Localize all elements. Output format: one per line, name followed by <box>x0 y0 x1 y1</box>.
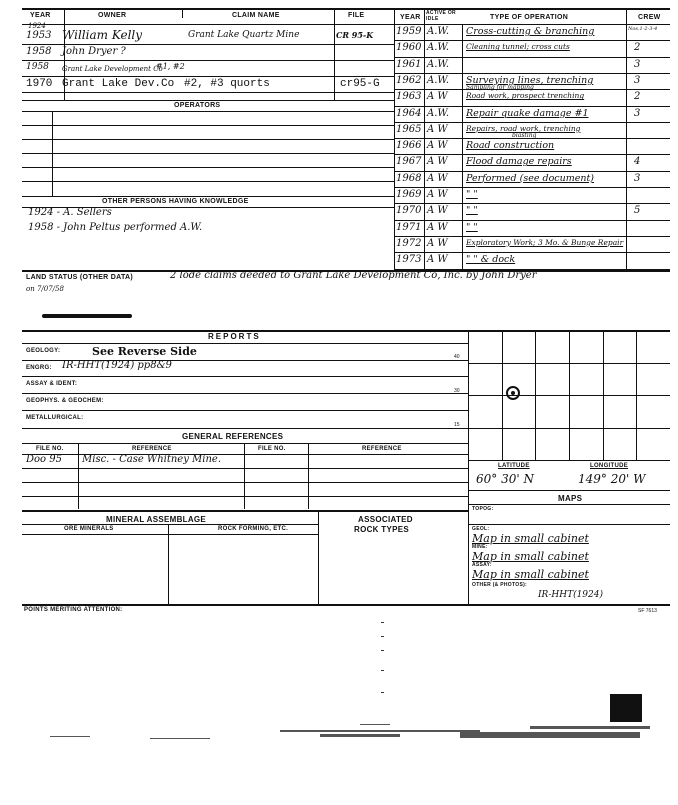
operators-title: OPERATORS <box>174 102 221 109</box>
rock-types-label: ROCK TYPES <box>354 525 410 534</box>
op-year: 1962 <box>396 74 422 86</box>
header-claim-name: CLAIM NAME <box>232 12 280 19</box>
op-crew: Nos.1-2-3-4 <box>628 26 658 32</box>
longitude-value: 149° 20' W <box>578 472 646 486</box>
other-person-2: 1958 - John Peltus performed A.W. <box>28 222 203 233</box>
reference-label-2: REFERENCE <box>362 446 402 452</box>
form-number: SF 7613 <box>638 608 657 614</box>
op-year: 1971 <box>396 221 422 233</box>
reports-form <box>22 316 670 614</box>
owner-year: 1970 <box>26 78 53 90</box>
op-status: A W <box>427 140 448 152</box>
gen-ref-reference: Misc. - Case Whitney Mine. <box>82 454 222 465</box>
op-type: Cleaning tunnel; cross cuts <box>466 42 570 52</box>
geophys-label: GEOPHYS. & GEOCHEM: <box>26 398 104 404</box>
header-owner: OWNER <box>98 12 127 19</box>
op-type: Repair quake damage #1 <box>466 107 589 119</box>
op-crew: 3 <box>634 172 641 184</box>
op-status: A W <box>427 221 448 233</box>
scan-noise <box>30 722 670 752</box>
header-file: FILE <box>348 12 365 19</box>
op-crew: 2 <box>634 91 641 103</box>
scan-dash <box>380 622 386 712</box>
op-status: A W <box>427 205 448 217</box>
op-year: 1959 <box>396 26 422 37</box>
scan-block <box>610 694 642 722</box>
mine-map-value: Map in small cabinet <box>472 550 589 563</box>
topog-label: TOPOG: <box>472 506 494 512</box>
gen-ref-file: Doo 95 <box>26 454 62 465</box>
owner-claim: Grant Lake Quartz Mine <box>188 30 300 40</box>
op-status: A W <box>427 156 448 168</box>
op-status: A W <box>427 172 448 184</box>
header-year: YEAR <box>30 12 51 19</box>
assay-map-label: ASSAY: <box>472 562 492 568</box>
assay-map-value: Map in small cabinet <box>472 568 589 581</box>
ops-note-sampling: Sampling for mapping <box>466 84 534 91</box>
op-type: " " & dock <box>466 254 516 266</box>
land-status-label: LAND STATUS (OTHER DATA) <box>26 274 134 281</box>
maps-title: MAPS <box>558 494 583 503</box>
mine-label: MINE: <box>472 544 488 550</box>
ore-minerals-label: ORE MINERALS <box>64 526 114 532</box>
op-year: 1965 <box>396 123 422 135</box>
owners-top-year: 1924 <box>28 22 46 30</box>
owner-claim: #2, #3 quorts <box>184 78 270 90</box>
op-status: A W <box>427 254 448 266</box>
longitude-label: LONGITUDE <box>590 463 629 469</box>
op-year: 1961 <box>396 58 422 70</box>
owner-year: 1958 <box>26 62 49 72</box>
header-type-operation: TYPE OF OPERATION <box>490 14 569 21</box>
metallurgical-label: METALLURGICAL: <box>26 415 84 421</box>
owner-claim: #1, #2 <box>156 62 185 71</box>
op-type: " " <box>466 189 478 200</box>
op-crew: 4 <box>634 156 641 168</box>
land-status-text-2: on 7/07/58 <box>26 285 64 293</box>
side-num-30: 30 <box>454 388 460 394</box>
file-no-label: FILE NO. <box>36 446 64 452</box>
other-photo-label: OTHER (& PHOTOS): <box>472 582 528 588</box>
op-year: 1968 <box>396 172 422 184</box>
assay-label: ASSAY & IDENT: <box>26 381 78 387</box>
op-year: 1963 <box>396 91 422 103</box>
target-marker <box>506 386 520 400</box>
op-type: Exploratory Work; 3 Mo. & Bunge Repair <box>466 237 624 247</box>
owner-file: cr95-G <box>340 78 380 90</box>
file-no-label-2: FILE NO. <box>258 446 286 452</box>
other-person-1: 1924 - A. Sellers <box>28 207 112 218</box>
owner-file: CR 95-K <box>336 30 374 40</box>
location-grid <box>468 330 670 460</box>
op-status: A.W. <box>427 107 450 119</box>
engrg-value: IR-HHT(1924) pp8&9 <box>62 360 172 371</box>
op-year: 1972 <box>396 237 422 249</box>
op-status: A W <box>427 123 448 135</box>
mineral-assemblage-title: MINERAL ASSEMBLAGE <box>106 515 207 524</box>
op-type: " " <box>466 221 478 233</box>
op-status: A.W. <box>427 26 450 37</box>
op-type: Flood damage repairs <box>466 156 572 168</box>
owner-name: William Kelly <box>62 28 143 42</box>
ops-note-blasting: blasting <box>512 132 537 139</box>
op-type: Road construction <box>466 140 555 152</box>
associated-label: ASSOCIATED <box>358 515 413 524</box>
owner-year: 1953 <box>26 30 52 41</box>
op-type: Performed (see document) <box>466 172 594 184</box>
geology-label: GEOLOGY: <box>26 348 61 354</box>
op-crew: 2 <box>634 42 641 54</box>
op-year: 1969 <box>396 189 422 200</box>
op-year: 1973 <box>396 254 422 266</box>
op-status: A W <box>427 189 448 200</box>
header-year-2: YEAR <box>400 14 421 21</box>
geology-value: See Reverse Side <box>92 345 197 358</box>
op-crew: 3 <box>634 74 641 86</box>
side-num-40: 40 <box>454 354 460 360</box>
op-crew: 3 <box>634 107 641 119</box>
op-status: A.W. <box>427 74 450 86</box>
engrg-label: ENGRG: <box>26 365 52 371</box>
geol-label: GEOL: <box>472 526 490 532</box>
reference-label: REFERENCE <box>132 446 172 452</box>
latitude-value: 60° 30' N <box>476 472 534 486</box>
op-crew: 3 <box>634 58 641 70</box>
op-type: Road work, prospect trenching <box>466 91 585 101</box>
op-status: A W <box>427 237 448 249</box>
op-type: " " <box>466 205 478 217</box>
op-year: 1960 <box>396 42 422 54</box>
general-refs-title: GENERAL REFERENCES <box>182 432 284 441</box>
side-num-15: 15 <box>454 422 460 428</box>
geol-map-value: Map in small cabinet <box>472 532 589 545</box>
header-active-idle: ACTIVE OR IDLE <box>426 10 456 22</box>
op-year: 1966 <box>396 140 422 152</box>
owner-name: John Dryer ? <box>62 46 126 57</box>
owner-name: Grant Lake Development Co <box>62 65 163 73</box>
op-type: Repairs, road work, trenching <box>466 123 581 133</box>
top-form <box>22 8 670 293</box>
owner-name: Grant Lake Dev.Co <box>62 78 175 90</box>
header-crew: CREW <box>638 14 661 21</box>
op-status: A.W. <box>427 58 450 70</box>
points-attention-label: POINTS MERITING ATTENTION: <box>24 607 123 613</box>
op-year: 1964 <box>396 107 422 119</box>
op-status: A.W. <box>427 42 450 54</box>
land-status-text: 2 lode claims deeded to Grant Lake Development Co, Inc. by John Dryer <box>170 270 537 281</box>
op-year: 1967 <box>396 156 422 168</box>
reports-title: REPORTS <box>208 332 261 341</box>
op-crew: 5 <box>634 205 641 217</box>
rock-forming-label: ROCK FORMING, ETC. <box>218 526 289 532</box>
op-status: A W <box>427 91 448 103</box>
op-year: 1970 <box>396 205 422 217</box>
latitude-label: LATITUDE <box>498 463 530 469</box>
other-map-value: IR-HHT(1924) <box>538 590 603 600</box>
other-persons-title: OTHER PERSONS HAVING KNOWLEDGE <box>102 198 249 205</box>
owner-year: 1958 <box>26 46 52 57</box>
op-type: Cross-cutting & branching <box>466 26 595 37</box>
op-type: Surveying lines, trenching <box>466 74 594 86</box>
